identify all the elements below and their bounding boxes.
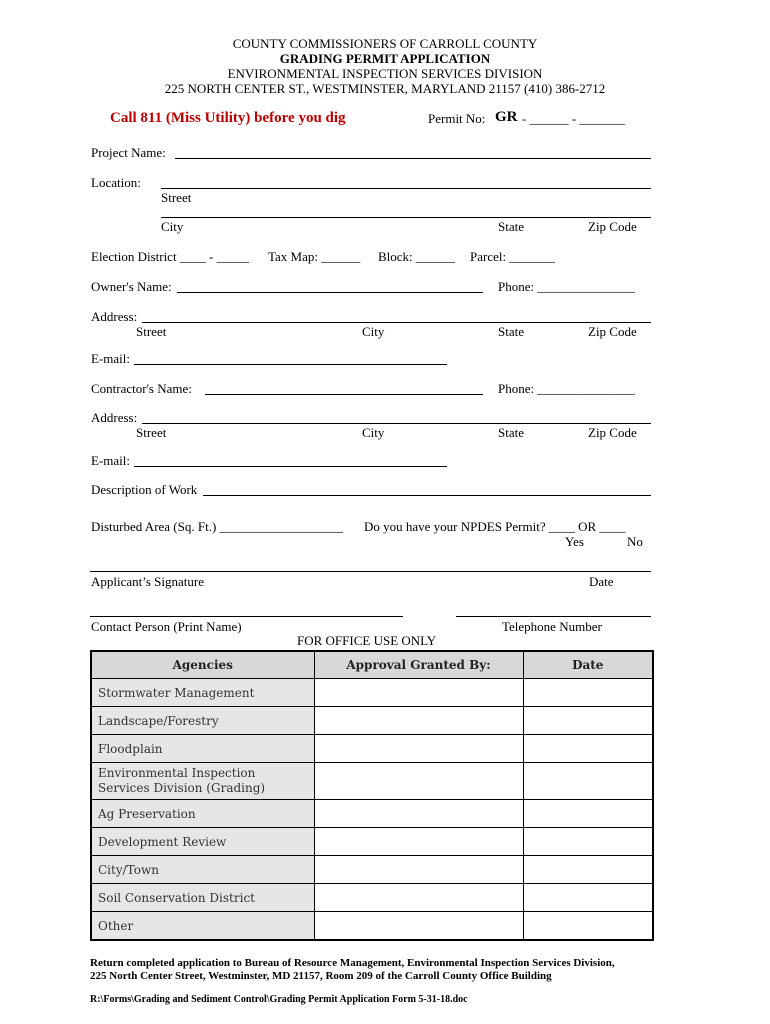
contact-person-field[interactable] bbox=[90, 616, 403, 617]
owner-phone-field[interactable]: Phone: _______________ bbox=[498, 279, 635, 294]
approval-cell[interactable] bbox=[314, 884, 523, 912]
contractor-state-label: State bbox=[498, 425, 524, 440]
table-row bbox=[91, 884, 653, 912]
signature-date-label: Date bbox=[589, 574, 614, 589]
description-field[interactable] bbox=[203, 495, 651, 496]
agency-cell: Other bbox=[91, 912, 314, 941]
contractors-name-field[interactable] bbox=[205, 394, 483, 395]
contractors-name-label: Contractor's Name: bbox=[91, 381, 192, 396]
approval-cell[interactable] bbox=[314, 856, 523, 884]
applicant-signature-label: Applicant’s Signature bbox=[91, 574, 205, 589]
agency-cell: Soil Conservation District bbox=[91, 884, 314, 912]
approval-cell[interactable] bbox=[314, 707, 523, 735]
table-row bbox=[91, 679, 653, 707]
owner-city-label: City bbox=[362, 324, 385, 339]
approval-cell[interactable] bbox=[314, 735, 523, 763]
return-instructions-line2: 225 North Center Street, Westminster, MD 21157, Room 209 of the Carroll County Office Building bbox=[90, 970, 552, 982]
telephone-number-label: Telephone Number bbox=[502, 619, 602, 634]
date-cell[interactable] bbox=[523, 679, 653, 707]
location-label: Location: bbox=[91, 175, 141, 190]
agency-cell: Development Review bbox=[91, 828, 314, 856]
file-path: R:\Forms\Grading and Sediment Control\Grading Permit Application Form 5-31-18.doc bbox=[90, 994, 468, 1005]
table-row bbox=[91, 800, 653, 828]
date-cell[interactable] bbox=[523, 884, 653, 912]
date-cell[interactable] bbox=[523, 828, 653, 856]
npdes-question[interactable]: Do you have your NPDES Permit? ____ OR ____ bbox=[364, 519, 626, 534]
call-811-notice: Call 811 (Miss Utility) before you dig bbox=[110, 110, 346, 126]
table-row bbox=[91, 856, 653, 884]
office-use-table bbox=[90, 650, 654, 941]
agencies-header: Agencies bbox=[91, 651, 314, 679]
owner-street-label: Street bbox=[136, 324, 167, 339]
date-cell[interactable] bbox=[523, 800, 653, 828]
contractor-city-label: City bbox=[362, 425, 385, 440]
tax-map-field[interactable]: Tax Map: ______ bbox=[268, 249, 361, 264]
date-cell[interactable] bbox=[523, 763, 653, 800]
owner-email-label: E-mail: bbox=[91, 351, 130, 366]
owner-zip-label: Zip Code bbox=[588, 324, 637, 339]
approval-cell[interactable] bbox=[314, 828, 523, 856]
contractor-address-field[interactable] bbox=[142, 423, 651, 424]
table-row bbox=[91, 763, 653, 800]
agency-cell: Stormwater Management bbox=[91, 679, 314, 707]
owner-email-field[interactable] bbox=[134, 364, 447, 365]
form-title: GRADING PERMIT APPLICATION bbox=[279, 51, 491, 66]
disturbed-area-field[interactable]: Disturbed Area (Sq. Ft.) ___________________ bbox=[91, 519, 344, 534]
contractor-phone-field[interactable]: Phone: _______________ bbox=[498, 381, 635, 396]
owner-address-field[interactable] bbox=[142, 322, 651, 323]
location-state-label: State bbox=[498, 219, 524, 234]
permit-prefix: GR bbox=[495, 109, 518, 125]
block-field[interactable]: Block: ______ bbox=[378, 249, 455, 264]
return-instructions-line1: Return completed application to Bureau of Resource Management, Environmental Inspection Services Division, bbox=[90, 957, 615, 969]
date-cell[interactable] bbox=[523, 912, 653, 941]
table-row bbox=[91, 912, 653, 941]
table-row bbox=[91, 735, 653, 763]
date-cell[interactable] bbox=[523, 707, 653, 735]
project-name-label: Project Name: bbox=[91, 145, 166, 160]
agency-cell: Ag Preservation bbox=[91, 800, 314, 828]
date-cell[interactable] bbox=[523, 856, 653, 884]
header-address: 225 NORTH CENTER ST., WESTMINSTER, MARYLAND 21157 (410) 386-2712 bbox=[164, 81, 606, 96]
location-city-field[interactable] bbox=[161, 217, 651, 218]
office-use-heading: FOR OFFICE USE ONLY bbox=[297, 633, 437, 648]
agency-cell: Environmental Inspection Services Division (Grading) bbox=[91, 763, 314, 800]
contractor-street-label: Street bbox=[136, 425, 167, 440]
contractor-address-label: Address: bbox=[91, 410, 138, 425]
agency-cell: Floodplain bbox=[91, 735, 314, 763]
approval-header: Approval Granted By: bbox=[314, 651, 523, 679]
location-street-label: Street bbox=[161, 190, 192, 205]
owner-address-label: Address: bbox=[91, 309, 138, 324]
header-county: COUNTY COMMISSIONERS OF CARROLL COUNTY bbox=[232, 36, 538, 51]
approval-cell[interactable] bbox=[314, 800, 523, 828]
telephone-number-field[interactable] bbox=[456, 616, 651, 617]
owners-name-label: Owner's Name: bbox=[91, 279, 172, 294]
table-row bbox=[91, 828, 653, 856]
contact-person-label: Contact Person (Print Name) bbox=[91, 619, 242, 634]
permit-no-label: Permit No: bbox=[428, 111, 486, 126]
table-row bbox=[91, 707, 653, 735]
contractor-email-field[interactable] bbox=[134, 466, 447, 467]
permit-number-field[interactable]: - ______ - _______ bbox=[522, 111, 625, 126]
date-cell[interactable] bbox=[523, 735, 653, 763]
owner-state-label: State bbox=[498, 324, 524, 339]
approval-cell[interactable] bbox=[314, 763, 523, 800]
date-header: Date bbox=[523, 651, 653, 679]
header-division: ENVIRONMENTAL INSPECTION SERVICES DIVISION bbox=[227, 66, 543, 81]
location-city-label: City bbox=[161, 219, 184, 234]
parcel-field[interactable]: Parcel: _______ bbox=[470, 249, 555, 264]
location-street-field[interactable] bbox=[161, 188, 651, 189]
agency-cell: City/Town bbox=[91, 856, 314, 884]
description-label: Description of Work bbox=[91, 482, 198, 497]
office-table-header bbox=[91, 651, 653, 679]
contractor-email-label: E-mail: bbox=[91, 453, 130, 468]
project-name-field[interactable] bbox=[175, 158, 651, 159]
contractor-zip-label: Zip Code bbox=[588, 425, 637, 440]
applicant-signature-field[interactable] bbox=[90, 571, 651, 572]
location-zip-label: Zip Code bbox=[588, 219, 637, 234]
approval-cell[interactable] bbox=[314, 912, 523, 941]
npdes-no-label: No bbox=[627, 534, 643, 549]
approval-cell[interactable] bbox=[314, 679, 523, 707]
npdes-yes-label: Yes bbox=[565, 534, 584, 549]
election-district-field[interactable]: Election District ____ - _____ bbox=[91, 249, 250, 264]
owners-name-field[interactable] bbox=[177, 292, 483, 293]
agency-cell: Landscape/Forestry bbox=[91, 707, 314, 735]
